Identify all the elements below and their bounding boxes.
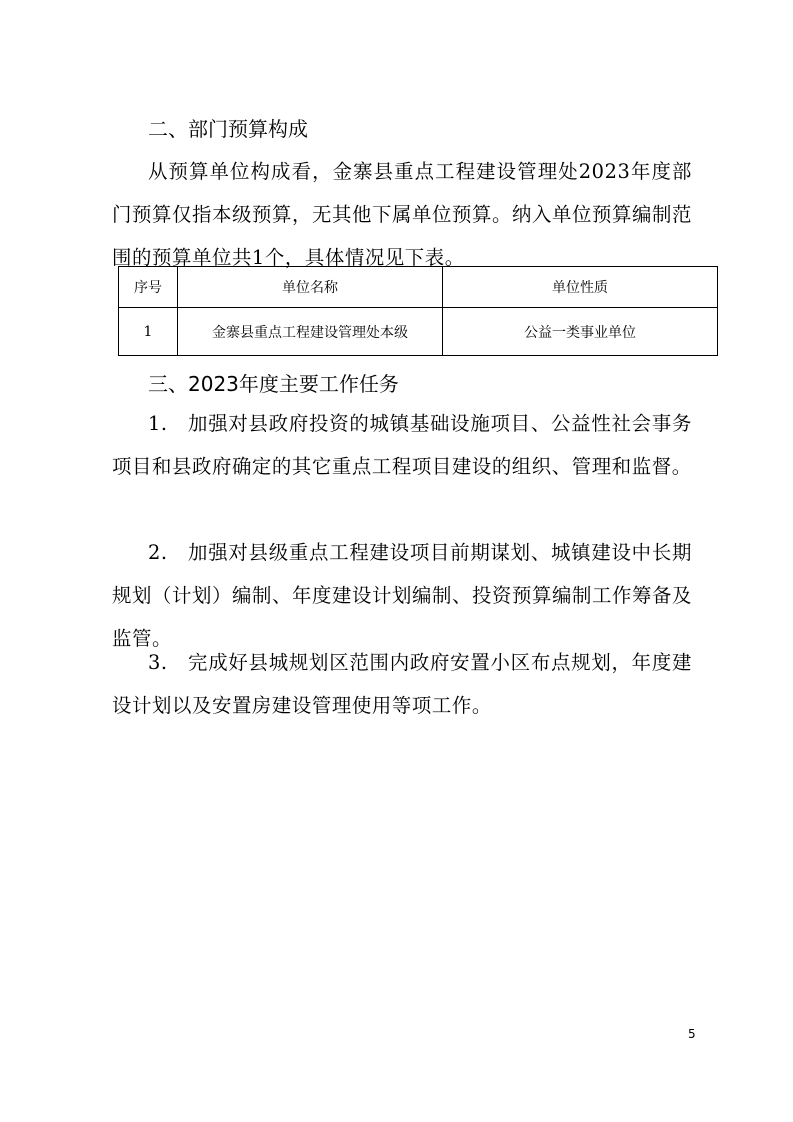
table-row bbox=[119, 308, 718, 356]
section-heading-main-tasks: 三、2023年度主要工作任务 bbox=[148, 372, 399, 396]
cell-unit-name: 金寨县重点工程建设管理处本级 bbox=[178, 308, 443, 356]
cell-unit-type: 公益一类事业单位 bbox=[443, 308, 718, 356]
budget-composition-paragraph: 从预算单位构成看，金寨县重点工程建设管理处2023年度部门预算仅指本级预算，无其他下属单位预算。纳入单位预算编制范围的预算单位共1个，具体情况见下表。 bbox=[112, 160, 692, 269]
budget-unit-table bbox=[118, 266, 718, 356]
task-item-3: 3. 完成好县城规划区范围内政府安置小区布点规划，年度建设计划以及安置房建设管理使用等项工作。 bbox=[112, 651, 692, 717]
header-seq: 序号 bbox=[119, 267, 178, 308]
section-heading-budget-composition: 二、部门预算构成 bbox=[148, 117, 308, 141]
header-unit-type: 单位性质 bbox=[443, 267, 718, 308]
task-item-2: 2. 加强对县级重点工程建设项目前期谋划、城镇建设中长期规划（计划）编制、年度建设计划编制、投资预算编制工作筹备及监管。 bbox=[112, 541, 692, 650]
cell-seq: 1 bbox=[119, 308, 178, 356]
header-unit-name: 单位名称 bbox=[178, 267, 443, 308]
table-header-row bbox=[119, 267, 718, 308]
page-number: 5 bbox=[688, 1027, 696, 1041]
task-item-1: 1. 加强对县政府投资的城镇基础设施项目、公益性社会事务项目和县政府确定的其它重点工程项目建设的组织、管理和监督。 bbox=[112, 412, 692, 478]
